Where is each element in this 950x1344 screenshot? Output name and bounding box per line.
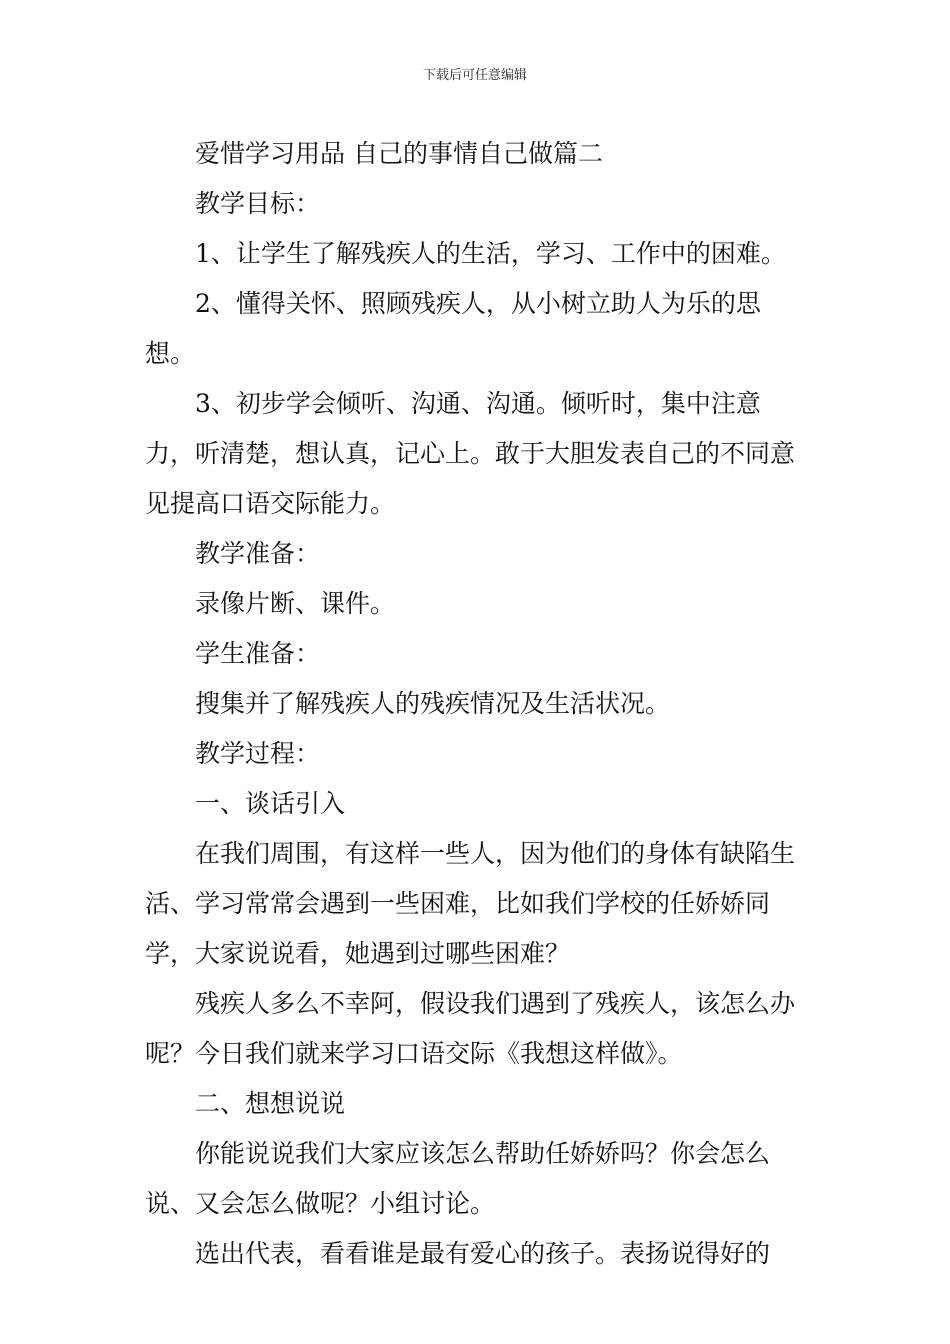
body-paragraph: 选出代表，看看谁是最有爱心的孩子。表扬说得好的 bbox=[195, 1239, 771, 1268]
document-body bbox=[145, 129, 810, 1279]
section-heading-objectives: 教学目标： bbox=[195, 189, 321, 218]
objective-item-3: 3、初步学会倾听、沟通、沟通。倾听时，集中注意力，听清楚，想认真，记心上。敢于大胆发表自己的不同意见提高口语交际能力。 bbox=[145, 389, 796, 518]
body-paragraph: 在我们周围，有这样一些人，因为他们的身体有缺陷生活、学习常常会遇到一些困难，比如我们学校的任娇娇同学，大家说说看，她遇到过哪些困难？ bbox=[145, 839, 796, 968]
process-step-2-heading: 二、想想说说 bbox=[195, 1089, 346, 1118]
section-heading-teaching-prep: 教学准备： bbox=[195, 539, 321, 568]
student-prep-text: 搜集并了解残疾人的残疾情况及生活状况。 bbox=[195, 689, 671, 718]
section-heading-process: 教学过程： bbox=[195, 739, 321, 768]
page-header: 下载后可任意编辑 bbox=[422, 68, 527, 83]
objective-item-2: 2、懂得关怀、照顾残疾人，从小树立助人为乐的思想。 bbox=[145, 289, 761, 368]
objective-item-1: 1、让学生了解残疾人的生活，学习、工作中的困难。 bbox=[195, 239, 786, 268]
section-heading-student-prep: 学生准备： bbox=[195, 639, 321, 668]
body-paragraph: 你能说说我们大家应该怎么帮助任娇娇吗？你会怎么说、又会怎么做呢？小组讨论。 bbox=[145, 1139, 771, 1218]
process-step-1-heading: 一、谈话引入 bbox=[195, 789, 346, 818]
body-paragraph: 残疾人多么不幸阿，假设我们遇到了残疾人，该怎么办呢？今日我们就来学习口语交际《我想这样做》。 bbox=[145, 989, 796, 1068]
teaching-prep-text: 录像片断、课件。 bbox=[195, 589, 396, 618]
document-title: 爱惜学习用品 自己的事情自己做篇二 bbox=[195, 139, 603, 168]
